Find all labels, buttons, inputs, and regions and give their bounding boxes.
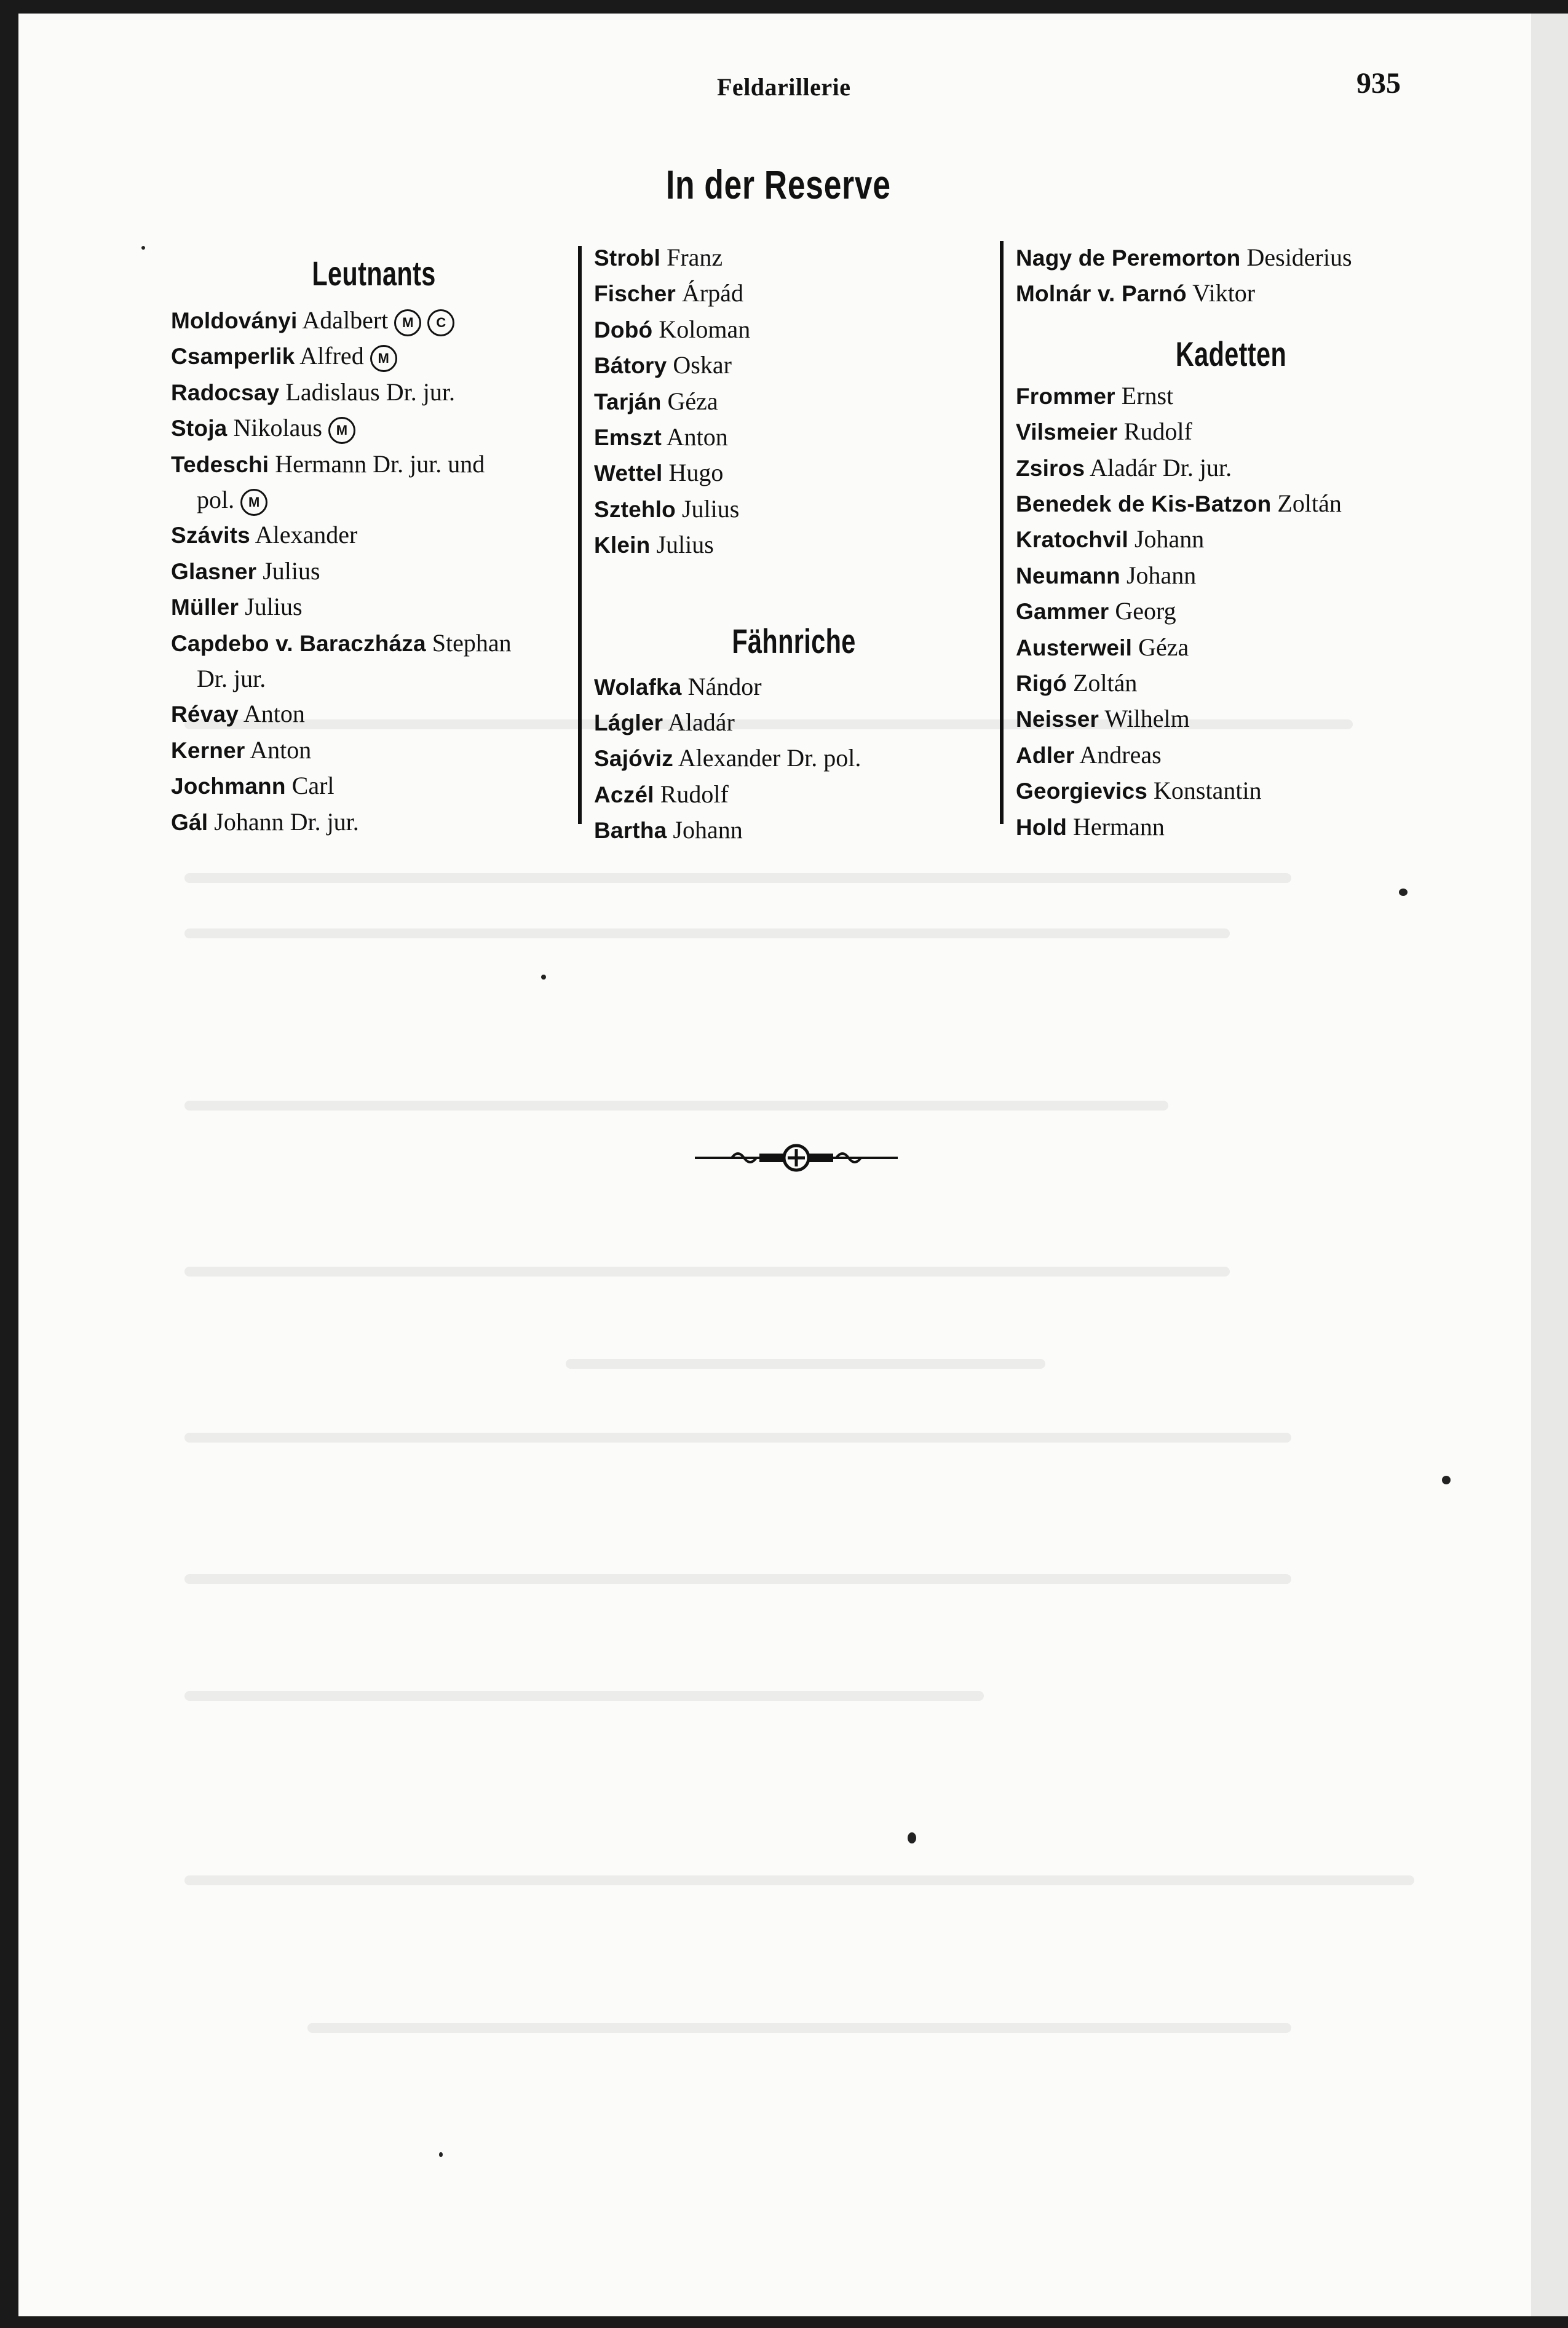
running-head: Feldarillerie xyxy=(717,73,851,101)
list-item: Glasner Julius xyxy=(171,556,320,585)
heading-kadetten: Kadetten xyxy=(1175,334,1287,373)
list-item: Strobl Franz xyxy=(594,243,723,271)
list-item-continuation: pol. M xyxy=(171,482,577,517)
medal-m-icon: M xyxy=(394,309,421,336)
show-through xyxy=(184,1691,984,1701)
list-item: Wettel Hugo xyxy=(594,459,724,487)
list-item: Gál Johann Dr. jur. xyxy=(171,807,359,836)
list-item: Rigó Zoltán xyxy=(1016,669,1138,697)
page-number: 935 xyxy=(1356,67,1401,100)
show-through xyxy=(184,1433,1291,1443)
list-item: Tedeschi Hermann Dr. jur. und xyxy=(171,449,485,478)
ornament-divider-icon xyxy=(695,1139,898,1177)
section-title: In der Reserve xyxy=(666,162,891,207)
show-through xyxy=(184,1574,1291,1584)
list-item: Moldoványi Adalbert M C xyxy=(171,303,577,338)
speck xyxy=(439,2152,443,2157)
heading-leutnants: Leutnants xyxy=(312,254,436,293)
speck xyxy=(1399,889,1408,896)
list-item: Molnár v. Parnó Viktor xyxy=(1016,279,1256,307)
list-item: Dobó Koloman xyxy=(594,315,751,343)
list-item: Szávits Alexander xyxy=(171,521,358,549)
list-item: Sajóviz Alexander Dr. pol. xyxy=(594,744,861,772)
list-item: Austerweil Géza xyxy=(1016,633,1189,661)
column-leutnants xyxy=(171,240,577,840)
list-item: Georgievics Konstantin xyxy=(1016,777,1262,805)
heading-faehnriche: Fähnriche xyxy=(732,621,856,660)
list-item: Révay Anton xyxy=(171,700,305,728)
show-through xyxy=(184,1101,1168,1111)
speck xyxy=(141,246,145,250)
list-item: Fischer Árpád xyxy=(594,279,743,307)
list-item: Wolafka Nándor xyxy=(594,672,762,700)
medal-m-icon: M xyxy=(328,417,355,444)
show-through xyxy=(184,1267,1230,1277)
column-middle xyxy=(594,240,994,849)
list-item: Bartha Johann xyxy=(594,816,743,844)
show-through xyxy=(184,873,1291,883)
list-item: Radocsay Ladislaus Dr. jur. xyxy=(171,378,455,406)
list-item: Emszt Anton xyxy=(594,423,728,451)
list-item: Stoja Nikolaus M xyxy=(171,410,577,446)
list-item: Nagy de Peremorton Desiderius xyxy=(1016,243,1352,271)
list-item: Neisser Wilhelm xyxy=(1016,705,1190,733)
column-rule xyxy=(1000,241,1004,824)
column-right xyxy=(1016,240,1446,845)
medal-m-icon: M xyxy=(370,345,397,372)
list-item: Lágler Aladár xyxy=(594,708,735,737)
list-item: Jochmann Carl xyxy=(171,772,335,800)
medal-m-icon: M xyxy=(240,489,267,516)
list-item-continuation: Dr. jur. xyxy=(197,665,266,693)
list-item: Kerner Anton xyxy=(171,735,312,764)
list-item: Sztehlo Julius xyxy=(594,494,740,523)
list-item: Kratochvil Johann xyxy=(1016,525,1205,553)
speck xyxy=(541,975,546,980)
list-item: Vilsmeier Rudolf xyxy=(1016,418,1192,446)
speck xyxy=(1442,1476,1451,1484)
list-item: Adler Andreas xyxy=(1016,740,1162,769)
list-item: Zsiros Aladár Dr. jur. xyxy=(1016,453,1232,481)
list-item: Hold Hermann xyxy=(1016,812,1165,841)
list-item: Gammer Georg xyxy=(1016,597,1176,625)
list-item: Benedek de Kis-Batzon Zoltán xyxy=(1016,489,1342,518)
show-through xyxy=(184,928,1230,938)
show-through xyxy=(307,2023,1291,2033)
list-item: Neumann Johann xyxy=(1016,561,1197,589)
page-edge xyxy=(1531,14,1568,2316)
speck xyxy=(908,1832,916,1843)
list-item: Frommer Ernst xyxy=(1016,381,1174,410)
list-item: Müller Julius xyxy=(171,593,303,621)
show-through xyxy=(184,1875,1414,1885)
list-item: Csamperlik Alfred M xyxy=(171,338,577,374)
list-item: Aczél Rudolf xyxy=(594,780,729,808)
show-through xyxy=(566,1359,1045,1369)
list-item: Capdebo v. Baraczháza Stephan xyxy=(171,628,512,657)
medal-c-icon: C xyxy=(427,309,454,336)
list-item: Bátory Oskar xyxy=(594,351,732,379)
list-item: Tarján Géza xyxy=(594,387,718,415)
list-item: Klein Julius xyxy=(594,531,714,559)
column-rule xyxy=(578,246,582,824)
